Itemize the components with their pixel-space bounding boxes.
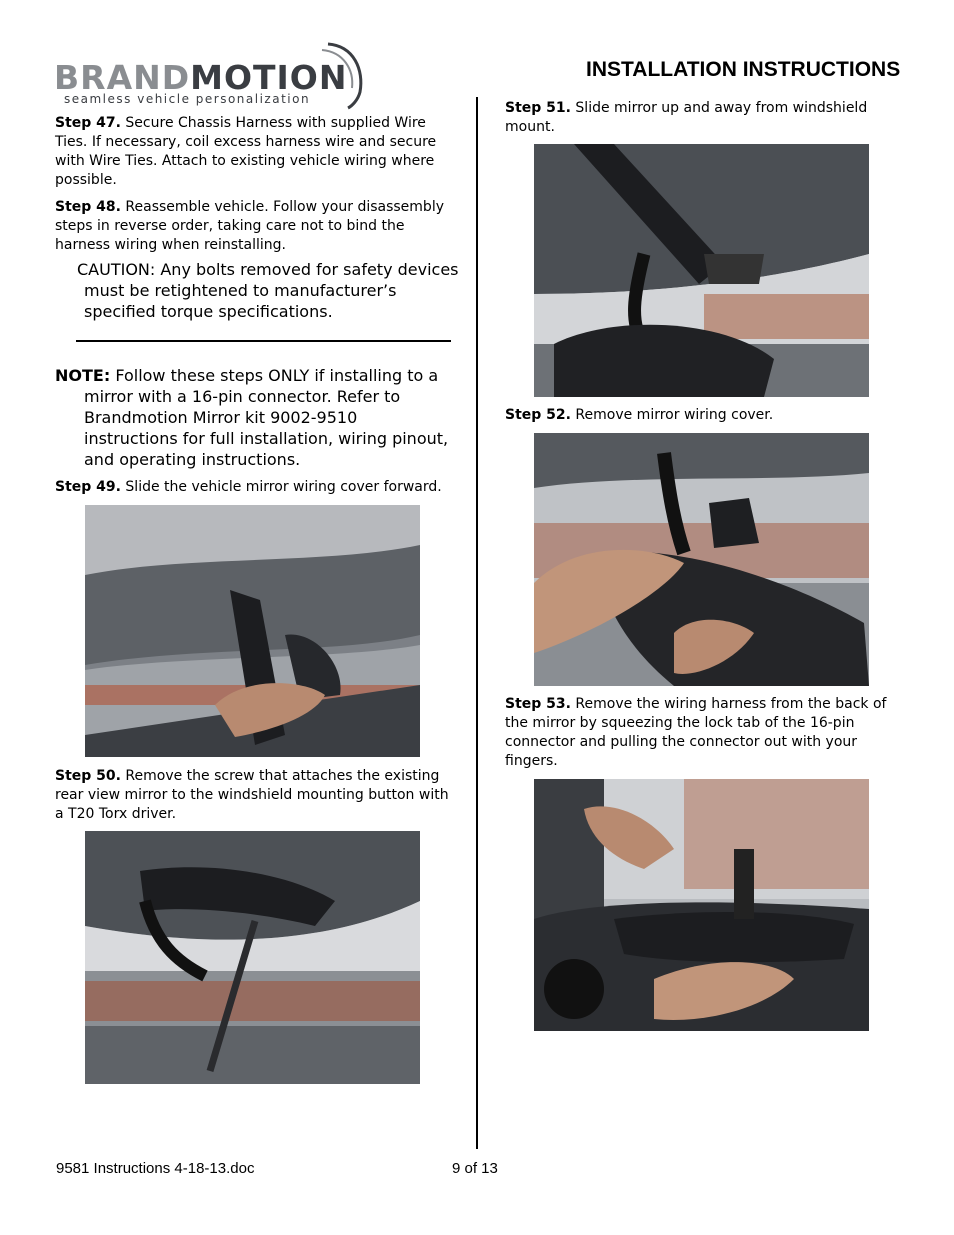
step-48 bbox=[55, 198, 445, 255]
footer-filename: 9581 Instructions 4-18-13.doc bbox=[56, 1160, 255, 1177]
note-text: Follow these steps ONLY if installing to a mirror with a 16-pin connector. Refer to Brandmotion Mirror kit 9002-9510 instructions for full installation, wiring pinout, and operating instructions. bbox=[84, 366, 449, 469]
step-48-label: Step 48. bbox=[55, 199, 121, 215]
step-52-text: Remove mirror wiring cover. bbox=[570, 407, 774, 423]
logo-swoosh-icon bbox=[320, 40, 366, 110]
step-49-photo bbox=[85, 505, 420, 757]
step-47 bbox=[55, 114, 445, 190]
note-label: NOTE: bbox=[55, 366, 111, 385]
logo-motion-text: MOTION bbox=[190, 58, 348, 97]
step-53-photo bbox=[534, 779, 869, 1031]
step-47-text: Secure Chassis Harness with supplied Wire Ties. If necessary, coil excess harness wire and secure with Wire Ties. Attach to existing vehicle wiring where possible. bbox=[55, 115, 437, 188]
step-51-label: Step 51. bbox=[505, 100, 571, 116]
step-53 bbox=[505, 695, 890, 771]
step-51 bbox=[505, 99, 895, 137]
footer-page-number: 9 of 13 bbox=[452, 1160, 498, 1177]
step-48-text: Reassemble vehicle. Follow your disassembly steps in reverse order, taking care not to bind the harness wiring when reinstalling. bbox=[55, 199, 444, 253]
step-51-photo bbox=[534, 144, 869, 397]
step-52 bbox=[505, 406, 895, 425]
step-52-photo bbox=[534, 433, 869, 686]
step-51-text: Slide mirror up and away from windshield mount. bbox=[505, 100, 868, 135]
logo-tagline: seamless vehicle personalization bbox=[64, 92, 311, 106]
step-49-text: Slide the vehicle mirror wiring cover forward. bbox=[120, 479, 442, 495]
step-50-photo bbox=[85, 831, 420, 1084]
logo-brand-text: BRAND bbox=[54, 58, 191, 97]
page-title: INSTALLATION INSTRUCTIONS bbox=[586, 58, 901, 81]
step-53-label: Step 53. bbox=[505, 696, 571, 712]
section-divider bbox=[76, 340, 451, 342]
note-block bbox=[55, 365, 453, 470]
step-50 bbox=[55, 767, 450, 824]
step-50-text: Remove the screw that attaches the existing rear view mirror to the windshield mounting button with a T20 Torx driver. bbox=[55, 768, 449, 822]
step-52-label: Step 52. bbox=[505, 407, 571, 423]
brand-logo bbox=[52, 40, 372, 110]
column-divider bbox=[476, 97, 478, 1149]
step-49-label: Step 49. bbox=[55, 479, 121, 495]
step-50-label: Step 50. bbox=[55, 768, 121, 784]
step-53-text: Remove the wiring harness from the back of the mirror by squeezing the lock tab of the 16-pin connector and pulling the connector out with your fingers. bbox=[505, 696, 887, 769]
step-47-label: Step 47. bbox=[55, 115, 121, 131]
step-49 bbox=[55, 478, 455, 497]
caution-text: CAUTION: Any bolts removed for safety devices must be retightened to manufacturer’s specified torque specifications. bbox=[77, 260, 459, 321]
